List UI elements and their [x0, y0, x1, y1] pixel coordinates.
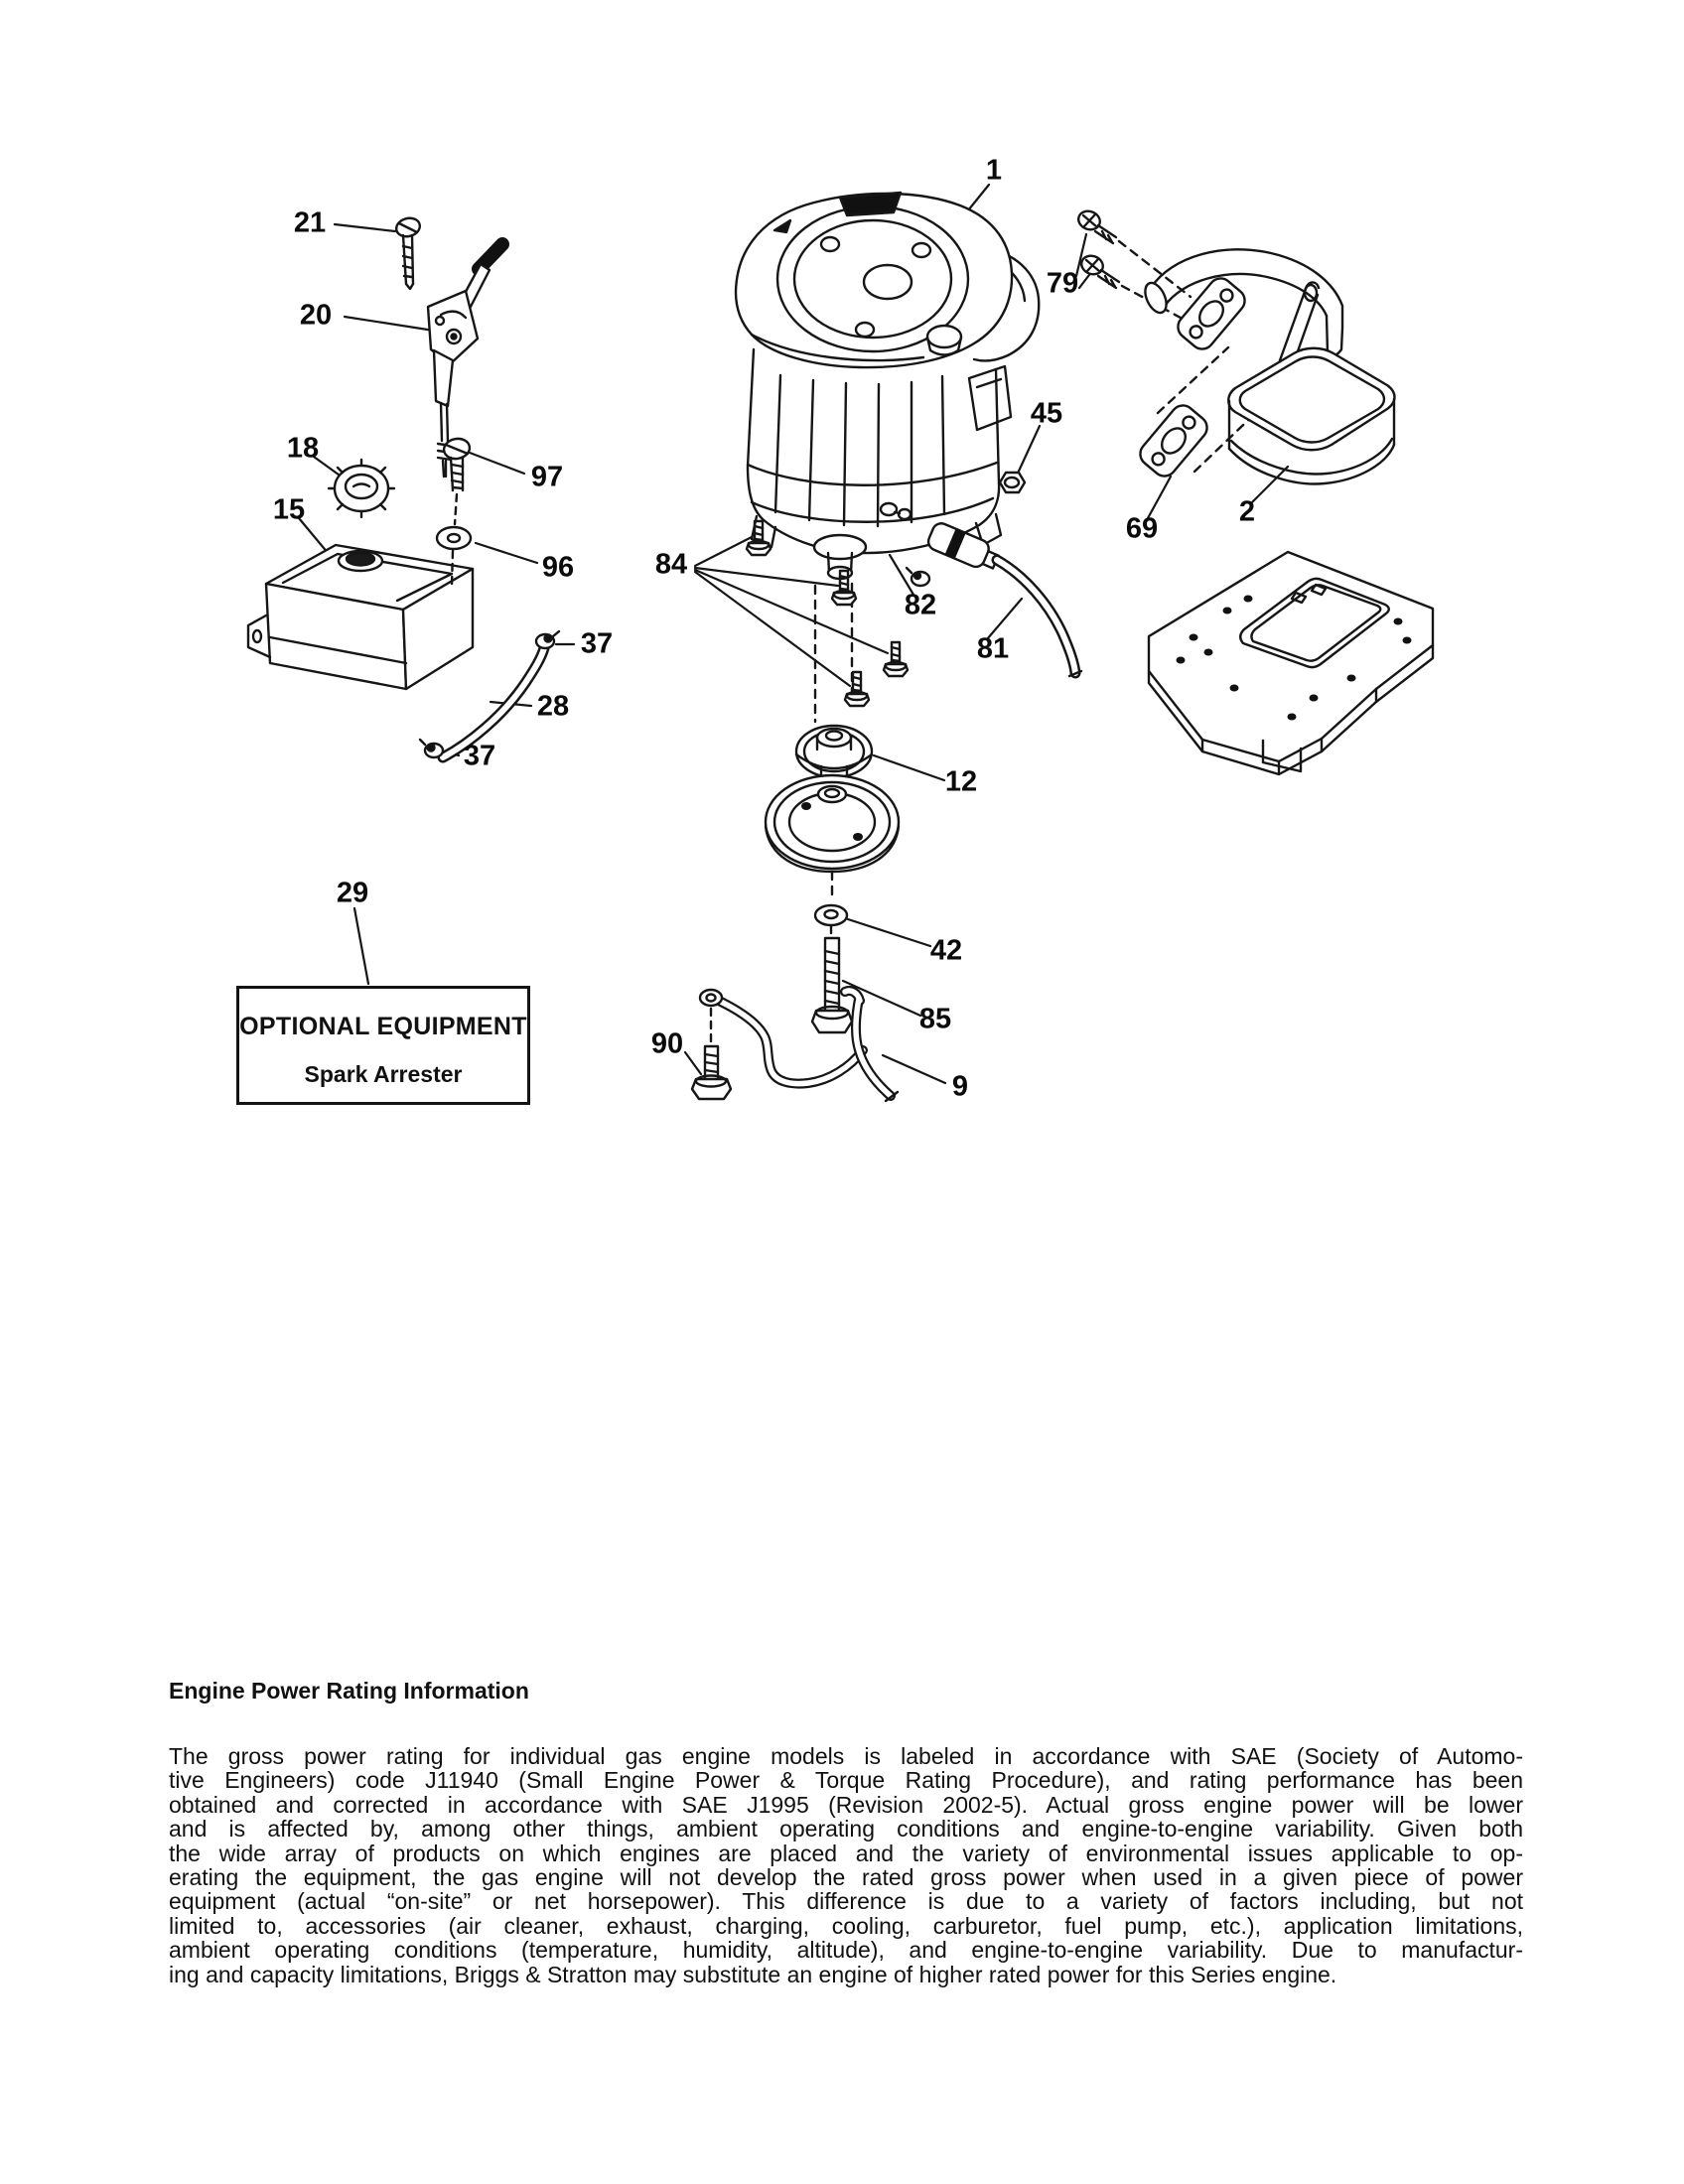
section-heading: Engine Power Rating Information	[169, 1678, 529, 1704]
paragraph-line: tive Engineers) code J11940 (Small Engine Power & Torque Rating Procedure), and rating performance has been	[169, 1767, 1523, 1794]
pulley-bolt-drawing	[812, 905, 852, 1032]
callout-37: 37	[580, 627, 614, 660]
callout-69: 69	[1125, 512, 1159, 545]
callout-21: 21	[293, 206, 327, 239]
paragraph-line: equipment (actual “on-site” or net horsepower). This difference is due to a variety of factors including, but not	[169, 1888, 1523, 1915]
leader-lines	[299, 185, 1288, 1083]
engine-power-section	[169, 1678, 1523, 1986]
callout-82: 82	[904, 589, 937, 621]
support-bracket-drawing	[692, 990, 898, 1101]
callout-28: 28	[536, 690, 570, 723]
muffler-drawing	[1141, 249, 1394, 483]
paragraph-line: obtained and corrected in accordance with SAE J1995 (Revision 2002-5). Actual gross engine power will be lower	[169, 1791, 1523, 1818]
paragraph-line: and is affected by, among other things, ambient operating conditions and engine-to-engine variability. Given both	[169, 1816, 1523, 1843]
callout-90: 90	[650, 1027, 684, 1060]
callout-18: 18	[286, 432, 320, 465]
callout-37: 37	[463, 740, 496, 772]
nut-drawing	[1000, 473, 1025, 492]
callout-85: 85	[918, 1003, 952, 1035]
fuel-tank-drawing	[248, 545, 473, 689]
paragraph-line: the wide array of products on which engines are placed and the variety of environmental issues applicable to op-	[169, 1840, 1523, 1866]
fuel-cap-drawing	[329, 460, 394, 517]
callout-42: 42	[929, 934, 963, 967]
callout-12: 12	[944, 765, 978, 798]
engine-mount-bolts-drawing	[747, 521, 908, 706]
callout-29: 29	[336, 877, 369, 909]
screw-21-drawing	[394, 215, 422, 289]
callout-96: 96	[541, 551, 575, 584]
paragraph-line: The gross power rating for individual gas engine models is labeled in accordance with SAE (Society of Automo-	[169, 1743, 1523, 1769]
tank-bolt-washer-drawing	[437, 437, 472, 586]
optional-equipment-title: OPTIONAL EQUIPMENT	[239, 1013, 527, 1040]
optional-equipment-subtitle: Spark Arrester	[304, 1061, 463, 1087]
pulley-stack-drawing	[766, 726, 899, 901]
optional-equipment-box	[236, 986, 530, 1105]
paragraph-line: ing and capacity limitations, Briggs & Stratton may substitute an engine of higher rated power for this Series engine.	[169, 1961, 1337, 1987]
callout-15: 15	[272, 493, 306, 526]
paragraph-line: erating the equipment, the gas engine will not develop the rated gross power when used in a given piece of power	[169, 1864, 1523, 1891]
throttle-control-drawing	[428, 244, 502, 477]
engine-power-paragraph	[169, 1744, 1523, 1986]
paragraph-line: limited to, accessories (air cleaner, exhaust, charging, cooling, carburetor, fuel pump, etc.), application limitations,	[169, 1912, 1523, 1939]
paragraph-line: ambient operating conditions (temperature, humidity, altitude), and engine-to-engine variability. Due to manufactur-	[169, 1937, 1523, 1964]
callout-1: 1	[985, 154, 1003, 187]
callout-79: 79	[1046, 267, 1079, 300]
exhaust-gasket-drawing	[1136, 274, 1250, 481]
callout-45: 45	[1030, 397, 1063, 430]
muffler-screws-drawing	[1076, 208, 1264, 472]
callout-81: 81	[976, 632, 1010, 665]
callout-2: 2	[1238, 495, 1256, 528]
mounting-plate-drawing	[1149, 552, 1433, 774]
callout-20: 20	[299, 299, 333, 332]
callout-9: 9	[951, 1070, 969, 1103]
callout-97: 97	[530, 461, 564, 493]
callout-84: 84	[654, 548, 688, 581]
